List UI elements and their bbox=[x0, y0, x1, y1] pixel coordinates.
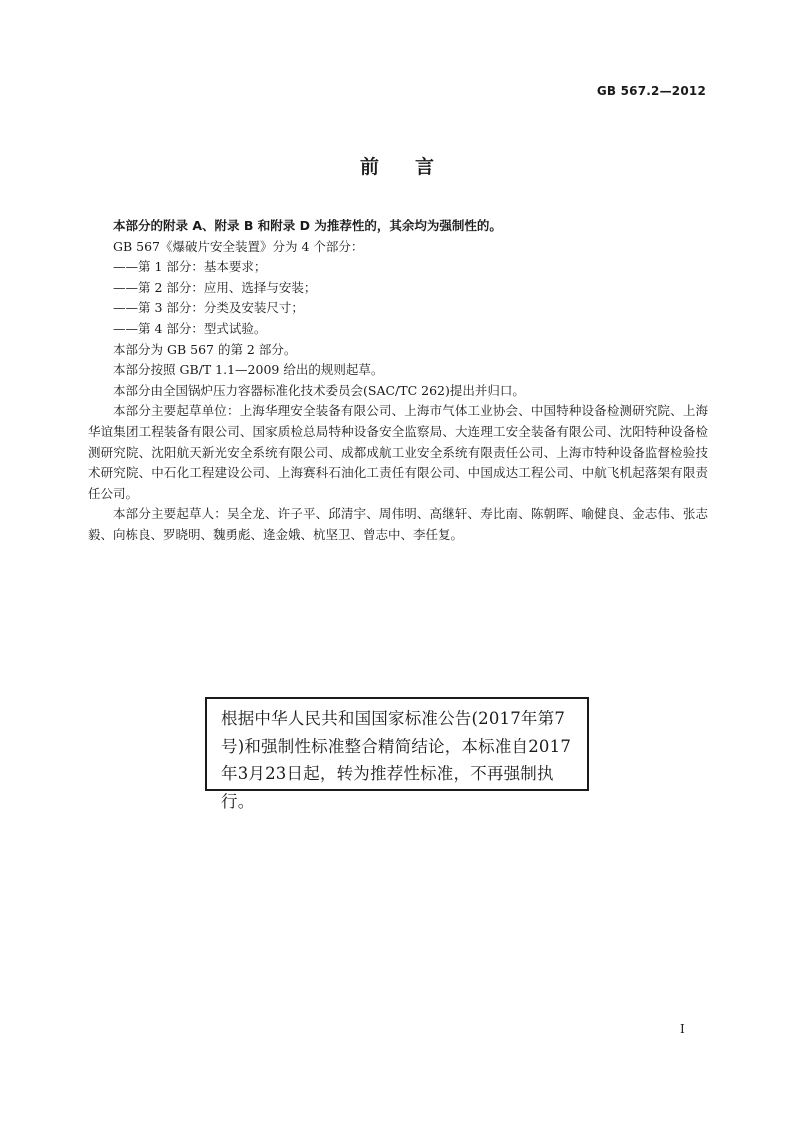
paragraph-drafters: 本部分主要起草人：吴全龙、许子平、邱清宇、周伟明、高继轩、寿比南、陈朝晖、喻健良、金志伟、张志毅、向栋良、罗晓明、魏勇彪、逄金娥、杭坚卫、曾志中、李任复。 bbox=[88, 506, 708, 542]
page-title: 前言 bbox=[359, 156, 470, 178]
foreword-body bbox=[88, 216, 708, 546]
standard-code: GB 567.2—2012 bbox=[596, 84, 706, 98]
list-item-part-2: ——第 2 部分：应用、选择与安装； bbox=[113, 279, 317, 295]
paragraph-parts-intro: GB 567《爆破片安全装置》分为 4 个部分： bbox=[113, 238, 364, 254]
page-number: I bbox=[680, 1022, 685, 1036]
paragraph-annex-note: 本部分的附录 A、附录 B 和附录 D 为推荐性的，其余均为强制性的。 bbox=[113, 218, 502, 233]
paragraph-drafting-units: 本部分主要起草单位：上海华理安全装备有限公司、上海市气体工业协会、中国特种设备检测研究院、上海华谊集团工程装备有限公司、国家质检总局特种设备安全监察局、大连理工安全装备有限公司、沈阳特种设备检测研究院、沈阳航天新光安全系统有限公司、成都成航工业安全系统有限责任公司、上海市特种设备监督检验技术研究院、中石化工程建设公司、上海赛科石油化工责任有限公司、中国成达工程公司、中航飞机起落架有限责任公司。 bbox=[88, 403, 708, 501]
paragraph-this-part: 本部分为 GB 567 的第 2 部分。 bbox=[113, 341, 297, 357]
list-item-part-4: ——第 4 部分：型式试验。 bbox=[113, 320, 267, 336]
list-item-part-1: ——第 1 部分：基本要求； bbox=[113, 259, 267, 275]
list-item-part-3: ——第 3 部分：分类及安装尺寸； bbox=[113, 300, 304, 316]
paragraph-drafting-rules: 本部分按照 GB/T 1.1—2009 给出的规则起草。 bbox=[113, 362, 384, 378]
notice-box: 根据中华人民共和国国家标准公告(2017年第7号)和强制性标准整合精简结论，本标准自2017年3月23日起，转为推荐性标准，不再强制执行。 bbox=[205, 697, 589, 791]
paragraph-proposer: 本部分由全国锅炉压力容器标准化技术委员会(SAC/TC 262)提出并归口。 bbox=[113, 382, 525, 398]
